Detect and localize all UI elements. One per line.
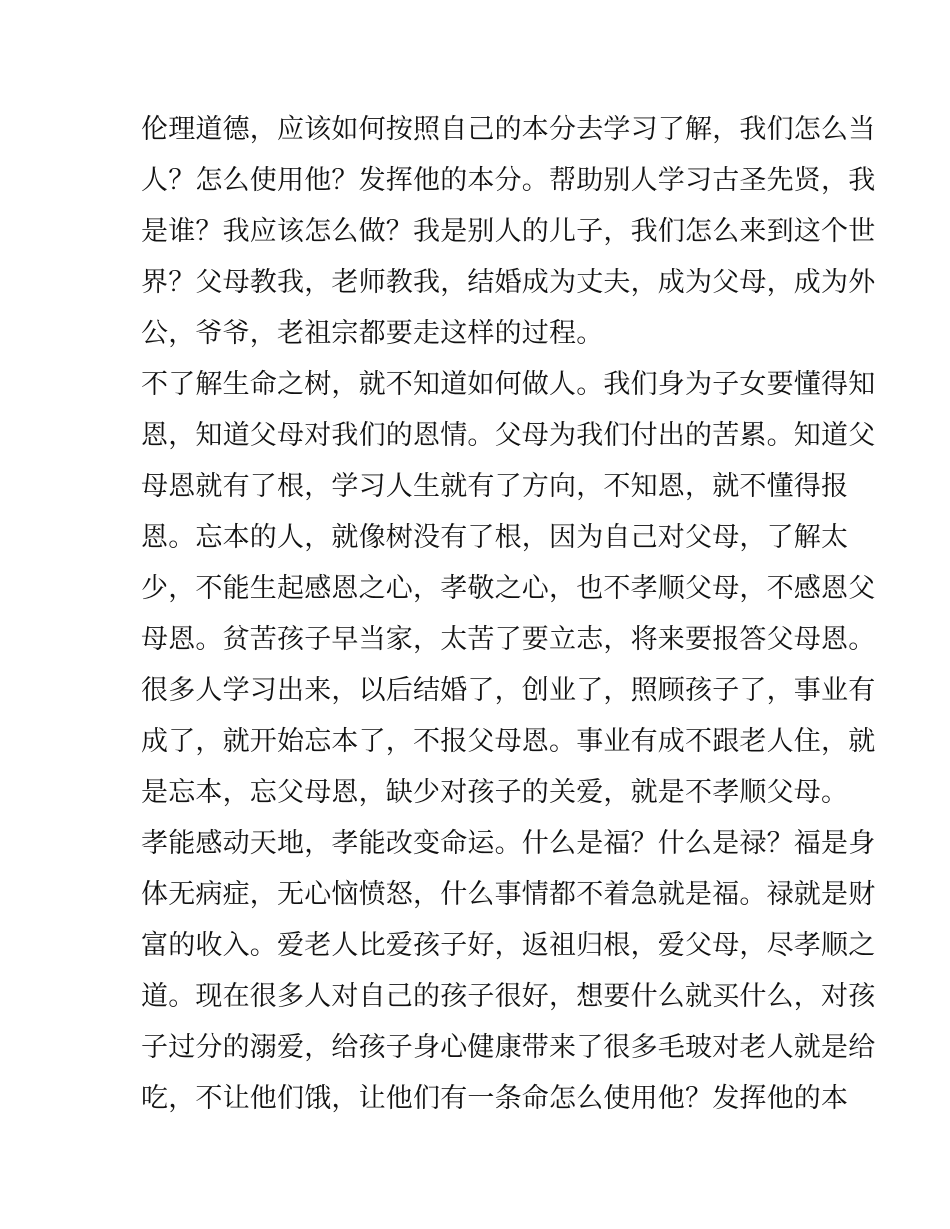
document-body [141,104,876,1124]
text-line-11: 母恩。贫苦孩子早当家，太苦了要立志，将来要报答父母恩。 [141,624,876,655]
text-line-14: 是忘本，忘父母恩，缺少对孩子的关爱，就是不孝顺父母。 [141,777,849,808]
text-line-4: 界？父母教我，老师教我，结婚成为丈夫，成为父母，成为外 [141,267,876,298]
text-line-19: 子过分的溺爱，给孩子身心健康带来了很多毛玻对老人就是给 [141,1032,876,1063]
text-line-9: 恩。忘本的人，就像树没有了根，因为自己对父母，了解太 [141,522,849,553]
text-line-6: 不了解生命之树，就不知道如何做人。我们身为子女要懂得知 [141,369,876,400]
text-line-20: 吃，不让他们饿，让他们有一条命怎么使用他？发挥他的本 [141,1083,849,1114]
text-line-10: 少，不能生起感恩之心，孝敬之心，也不孝顺父母，不感恩父 [141,573,876,604]
text-line-17: 富的收入。爱老人比爱孩子好，返祖归根，爱父母，尽孝顺之 [141,930,876,961]
text-line-2: 人？怎么使用他？发挥他的本分。帮助别人学习古圣先贤，我 [141,165,876,196]
text-line-15: 孝能感动天地，孝能改变命运。什么是福？什么是禄？福是身 [141,828,876,859]
text-line-5: 公，爷爷，老祖宗都要走这样的过程。 [141,318,604,349]
text-line-12: 很多人学习出来，以后结婚了，创业了，照顾孩子了，事业有 [141,675,876,706]
text-line-13: 成了，就开始忘本了，不报父母恩。事业有成不跟老人住，就 [141,726,876,757]
text-line-7: 恩，知道父母对我们的恩情。父母为我们付出的苦累。知道父 [141,420,876,451]
text-line-18: 道。现在很多人对自己的孩子很好，想要什么就买什么，对孩 [141,981,876,1012]
text-line-8: 母恩就有了根，学习人生就有了方向，不知恩，就不懂得报 [141,471,849,502]
text-line-3: 是谁？我应该怎么做？我是别人的儿子，我们怎么来到这个世 [141,216,876,247]
text-line-1: 伦理道德，应该如何按照自己的本分去学习了解，我们怎么当 [141,114,876,145]
text-line-16: 体无病症，无心恼愤怒，什么事情都不着急就是福。禄就是财 [141,879,876,910]
